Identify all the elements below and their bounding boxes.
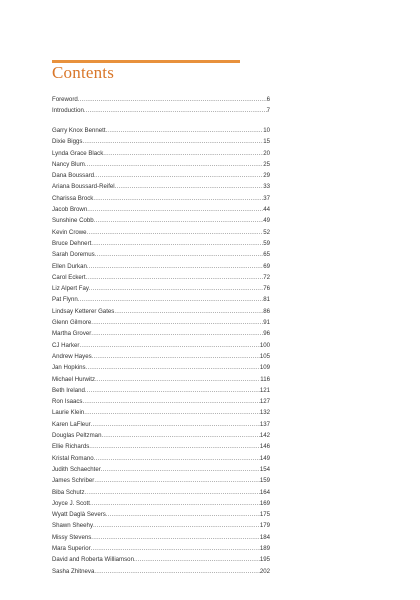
dot-leader bbox=[93, 520, 260, 531]
toc-entry[interactable] bbox=[52, 532, 270, 543]
toc-entry[interactable] bbox=[52, 306, 270, 317]
dot-leader bbox=[78, 294, 263, 305]
dot-leader bbox=[91, 419, 260, 430]
dot-leader bbox=[106, 509, 260, 520]
dot-leader bbox=[85, 487, 260, 498]
toc-entry-page-number: 86 bbox=[263, 307, 270, 315]
toc-entry-label: Laurie Klein bbox=[52, 409, 85, 417]
toc-entry-page-number: 76 bbox=[263, 285, 270, 293]
toc-entry-page-number: 195 bbox=[259, 556, 270, 564]
dot-leader bbox=[87, 227, 264, 238]
toc-entry-page-number: 164 bbox=[259, 488, 270, 496]
toc-entry-page-number: 121 bbox=[259, 386, 270, 394]
toc-entry[interactable] bbox=[52, 193, 270, 204]
toc-entry[interactable] bbox=[52, 136, 270, 147]
dot-leader bbox=[94, 453, 260, 464]
toc-entry-page-number: 65 bbox=[263, 251, 270, 259]
toc-entry[interactable] bbox=[52, 475, 270, 486]
dot-leader bbox=[89, 283, 263, 294]
toc-entry-page-number: 29 bbox=[263, 172, 270, 180]
toc-entry-label: Foreword bbox=[52, 96, 78, 103]
toc-entry[interactable] bbox=[52, 520, 270, 531]
toc-entry-page-number: 59 bbox=[263, 239, 270, 247]
toc-entry-page-number: 179 bbox=[259, 522, 270, 530]
toc-entry[interactable] bbox=[52, 170, 270, 181]
dot-leader bbox=[78, 94, 267, 105]
toc-entry[interactable] bbox=[52, 204, 270, 215]
toc-entry-label: Ariana Boussard-Reifel bbox=[52, 183, 115, 191]
toc-entry-label: Jacob Brown bbox=[52, 206, 88, 214]
toc-entry-label: Sarah Doremus bbox=[52, 251, 95, 259]
toc-entry[interactable] bbox=[52, 362, 270, 373]
toc-entry-page-number: 146 bbox=[259, 443, 270, 451]
toc-entry-page-number: 20 bbox=[263, 149, 270, 157]
dot-leader bbox=[89, 441, 260, 452]
toc-entry-label: Karen LaFleur bbox=[52, 420, 91, 428]
toc-entry[interactable] bbox=[52, 105, 270, 116]
toc-entry-page-number: 10 bbox=[263, 127, 270, 134]
toc-entry-page-number: 33 bbox=[263, 183, 270, 191]
toc-entry-page-number: 142 bbox=[259, 432, 270, 440]
toc-entry-page-number: 69 bbox=[263, 262, 270, 270]
toc-entry-page-number: 127 bbox=[259, 398, 270, 406]
dot-leader bbox=[134, 554, 260, 565]
toc-entry-label: Wyatt Daglà Severs bbox=[52, 511, 106, 519]
toc-entry-label: Introduction bbox=[52, 107, 84, 115]
toc-entry-label: Ron Isaacs bbox=[52, 398, 83, 406]
toc-entry-page-number: 44 bbox=[263, 206, 270, 214]
toc-entry-page-number: 169 bbox=[259, 499, 270, 507]
toc-entry-label: Lindsay Ketterer Gates bbox=[52, 307, 115, 315]
toc-entry-label: Ellen Durkan bbox=[52, 262, 87, 270]
dot-leader bbox=[85, 385, 260, 396]
dot-leader bbox=[93, 193, 263, 204]
toc-entry-page-number: 154 bbox=[259, 465, 270, 473]
dot-leader bbox=[85, 159, 263, 170]
dot-leader bbox=[94, 215, 264, 226]
dot-leader bbox=[101, 430, 259, 441]
toc-entry-label: Biba Schutz bbox=[52, 488, 85, 496]
toc-entry-label: Charissa Brock bbox=[52, 194, 94, 202]
toc-entry[interactable] bbox=[52, 430, 270, 441]
toc-entry-page-number: 37 bbox=[263, 194, 270, 202]
toc-entry-label: Dana Boussard bbox=[52, 172, 95, 180]
dot-leader bbox=[103, 148, 263, 159]
toc-entry-page-number: 49 bbox=[263, 217, 270, 225]
dot-leader bbox=[82, 396, 259, 407]
dot-leader bbox=[91, 532, 260, 543]
toc-entry[interactable] bbox=[52, 340, 270, 351]
toc-entry-label: Sunshine Cobb bbox=[52, 217, 94, 225]
dot-leader bbox=[94, 566, 259, 577]
toc-entry-label: Dixie Biggs bbox=[52, 138, 83, 146]
toc-entry-page-number: 81 bbox=[263, 296, 270, 304]
toc-entry-page-number: 52 bbox=[263, 228, 270, 236]
artist-list bbox=[52, 125, 270, 577]
toc-entry-label: Martha Grover bbox=[52, 330, 92, 338]
toc-entry[interactable] bbox=[52, 453, 270, 464]
toc-entry-label: Ellie Richards bbox=[52, 443, 90, 451]
toc-entry-page-number: 132 bbox=[259, 409, 270, 417]
toc-entry[interactable] bbox=[52, 317, 270, 328]
toc-entry-label: Mara Superior bbox=[52, 544, 91, 552]
toc-entry[interactable] bbox=[52, 283, 270, 294]
toc-entry-label: Joyce J. Scott bbox=[52, 499, 90, 507]
toc-entry[interactable] bbox=[52, 249, 270, 260]
toc-entry[interactable] bbox=[52, 385, 270, 396]
toc-entry-page-number: 96 bbox=[263, 330, 270, 338]
toc-entry[interactable] bbox=[52, 272, 270, 283]
toc-entry[interactable] bbox=[52, 261, 270, 272]
toc-entry-label: Judith Schaechter bbox=[52, 465, 101, 473]
front-matter-list bbox=[52, 94, 270, 117]
toc-entry-page-number: 202 bbox=[259, 567, 270, 575]
dot-leader bbox=[79, 340, 259, 351]
page-title: Contents bbox=[52, 63, 115, 82]
toc-entry-label: Liz Alpert Fay bbox=[52, 285, 89, 293]
toc-entry-label: Andrew Hayes bbox=[52, 352, 92, 360]
toc-entry[interactable] bbox=[52, 351, 270, 362]
toc-entry-label: Shawn Sheehy bbox=[52, 522, 93, 530]
toc-entry-page-number: 105 bbox=[259, 352, 270, 360]
dot-leader bbox=[82, 136, 263, 147]
toc-entry[interactable] bbox=[52, 441, 270, 452]
toc-entry-label: Beth Ireland bbox=[52, 386, 85, 394]
toc-entry[interactable] bbox=[52, 328, 270, 339]
toc-entry-page-number: 72 bbox=[263, 273, 270, 281]
toc-entry[interactable] bbox=[52, 498, 270, 509]
dot-leader bbox=[84, 407, 260, 418]
toc-entry[interactable] bbox=[52, 148, 270, 159]
toc-entry-page-number: 25 bbox=[263, 160, 270, 168]
dot-leader bbox=[86, 272, 264, 283]
toc-entry-page-number: 91 bbox=[263, 319, 270, 327]
toc-entry[interactable] bbox=[52, 215, 270, 226]
toc-entry-page-number: 7 bbox=[266, 107, 270, 115]
dot-leader bbox=[106, 125, 264, 136]
dot-leader bbox=[94, 475, 259, 486]
toc-entry-page-number: 6 bbox=[266, 96, 270, 103]
dot-leader bbox=[87, 261, 263, 272]
toc-entry-label: Pat Flynn bbox=[52, 296, 78, 304]
dot-leader bbox=[95, 249, 264, 260]
toc-entry-label: Missy Stevens bbox=[52, 533, 92, 541]
dot-leader bbox=[84, 105, 267, 116]
toc-entry-label: Sasha Zhitneva bbox=[52, 567, 95, 575]
toc-entry-label: Glenn Gilmore bbox=[52, 319, 92, 327]
toc-entry[interactable] bbox=[52, 554, 270, 565]
toc-entry[interactable] bbox=[52, 407, 270, 418]
toc-entry-label: Jan Hopkins bbox=[52, 364, 86, 372]
toc-entry-label: Douglas Peltzman bbox=[52, 432, 102, 440]
dot-leader bbox=[87, 204, 263, 215]
toc-entry[interactable] bbox=[52, 396, 270, 407]
toc-entry[interactable] bbox=[52, 509, 270, 520]
toc-entry-label: Carol Eckert bbox=[52, 273, 86, 281]
dot-leader bbox=[91, 543, 260, 554]
toc-entry-label: David and Roberta Williamson bbox=[52, 556, 134, 564]
toc-entry-label: Nancy Blum bbox=[52, 160, 85, 168]
dot-leader bbox=[91, 238, 263, 249]
dot-leader bbox=[92, 351, 260, 362]
dot-leader bbox=[91, 317, 263, 328]
toc-entry[interactable] bbox=[52, 543, 270, 554]
dot-leader bbox=[101, 464, 260, 475]
toc-entry-page-number: 116 bbox=[260, 375, 270, 383]
dot-leader bbox=[95, 374, 260, 385]
toc-entry-page-number: 149 bbox=[259, 454, 270, 462]
toc-entry[interactable] bbox=[52, 125, 270, 136]
toc-entry-label: Kristal Romano bbox=[52, 454, 94, 462]
toc-entry[interactable] bbox=[52, 159, 270, 170]
dot-leader bbox=[114, 306, 263, 317]
toc-entry[interactable] bbox=[52, 227, 270, 238]
toc-entry[interactable] bbox=[52, 419, 270, 430]
toc-entry-label: James Schriber bbox=[52, 477, 95, 485]
toc-entry[interactable] bbox=[52, 94, 270, 105]
toc-entry[interactable] bbox=[52, 464, 270, 475]
dot-leader bbox=[91, 328, 263, 339]
toc-entry-label: Lynda Grace Black bbox=[52, 149, 104, 157]
dot-leader bbox=[94, 170, 263, 181]
dot-leader bbox=[86, 362, 260, 373]
toc-entry-page-number: 15 bbox=[263, 138, 270, 146]
toc-entry-page-number: 184 bbox=[259, 533, 270, 541]
toc-entry-page-number: 100 bbox=[259, 341, 270, 349]
dot-leader bbox=[115, 181, 264, 192]
toc-entry-page-number: 109 bbox=[259, 364, 270, 372]
toc-entry[interactable] bbox=[52, 181, 270, 192]
toc-entry[interactable] bbox=[52, 374, 270, 385]
dot-leader bbox=[90, 498, 260, 509]
toc-entry-page-number: 137 bbox=[259, 420, 270, 428]
toc-entry-label: Garry Knox Bennett bbox=[52, 127, 106, 134]
toc-entry[interactable] bbox=[52, 487, 270, 498]
toc-entry-label: Kevin Crowe bbox=[52, 228, 87, 236]
toc-entry[interactable] bbox=[52, 238, 270, 249]
toc-entry-label: Bruce Dehnert bbox=[52, 239, 92, 247]
toc-entry[interactable] bbox=[52, 294, 270, 305]
toc-entry[interactable] bbox=[52, 566, 270, 577]
toc-entry-page-number: 175 bbox=[259, 511, 270, 519]
toc-entry-page-number: 159 bbox=[259, 477, 270, 485]
toc-entry-page-number: 189 bbox=[259, 544, 270, 552]
toc-entry-label: Michael Hurwitz bbox=[52, 375, 96, 383]
toc-entry-label: CJ Harker bbox=[52, 341, 80, 349]
